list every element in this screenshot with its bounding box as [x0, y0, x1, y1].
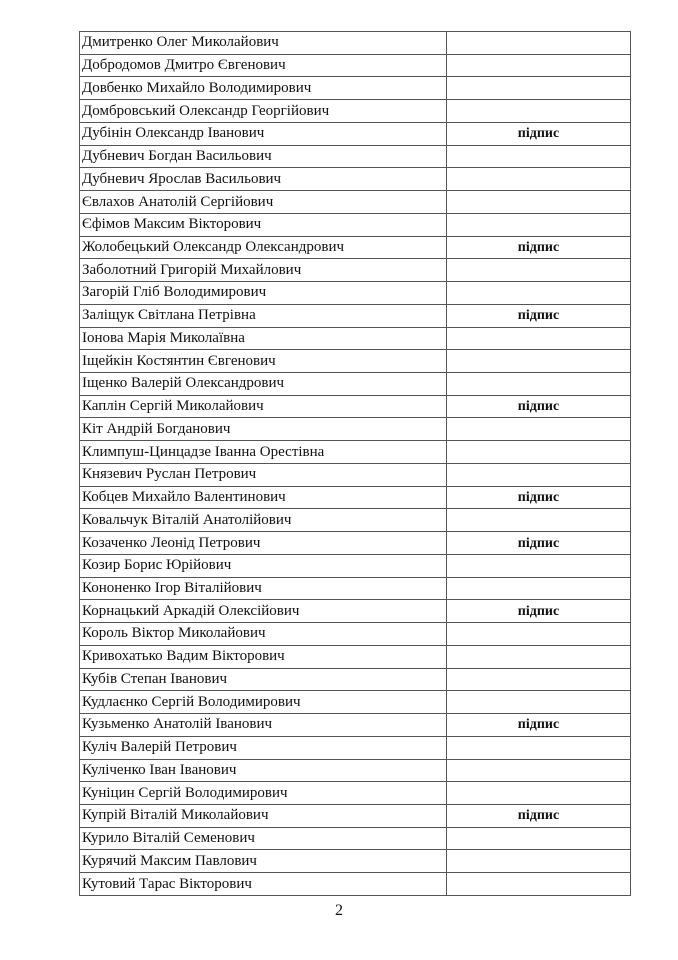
table-row	[80, 191, 631, 214]
deputy-name-cell: Іщенко Валерій Олександрович	[80, 373, 447, 396]
signature-cell	[447, 77, 631, 100]
deputy-name-cell: Каплін Сергій Миколайович	[80, 395, 447, 418]
table-row	[80, 645, 631, 668]
deputy-name-cell: Курило Віталій Семенович	[80, 827, 447, 850]
table-row	[80, 850, 631, 873]
signature-cell	[447, 145, 631, 168]
deputy-name-cell: Загорій Гліб Володимирович	[80, 282, 447, 305]
deputy-name-cell: Домбровський Олександр Георгійович	[80, 100, 447, 123]
deputy-name-cell: Кудлаєнко Сергій Володимирович	[80, 691, 447, 714]
signature-cell	[447, 463, 631, 486]
table-row	[80, 236, 631, 259]
table-row	[80, 759, 631, 782]
deputy-name-cell: Кузьменко Анатолій Іванович	[80, 714, 447, 737]
signature-cell	[447, 827, 631, 850]
signature-cell	[447, 418, 631, 441]
signature-cell	[447, 191, 631, 214]
signature-cell	[447, 259, 631, 282]
table-row	[80, 873, 631, 896]
signature-cell: підпис	[447, 600, 631, 623]
deputy-name-cell: Купрій Віталій Миколайович	[80, 804, 447, 827]
signature-cell	[447, 691, 631, 714]
deputy-name-cell: Дубінін Олександр Іванович	[80, 122, 447, 145]
deputy-name-cell: Довбенко Михайло Володимирович	[80, 77, 447, 100]
signature-cell: підпис	[447, 122, 631, 145]
table-row	[80, 736, 631, 759]
table-row	[80, 782, 631, 805]
deputy-name-cell: Козир Борис Юрійович	[80, 554, 447, 577]
table-row	[80, 668, 631, 691]
signature-cell: підпис	[447, 236, 631, 259]
signature-cell	[447, 373, 631, 396]
table-row	[80, 804, 631, 827]
table-row	[80, 327, 631, 350]
signature-cell	[447, 850, 631, 873]
table-row	[80, 714, 631, 737]
table-row	[80, 350, 631, 373]
deputy-name-cell: Кіт Андрій Богданович	[80, 418, 447, 441]
deputy-name-cell: Кубів Степан Іванович	[80, 668, 447, 691]
signature-cell: підпис	[447, 395, 631, 418]
signature-cell	[447, 645, 631, 668]
deputy-name-cell: Кривохатько Вадим Вікторович	[80, 645, 447, 668]
signature-cell	[447, 168, 631, 191]
deputy-name-cell: Кононенко Ігор Віталійович	[80, 577, 447, 600]
table-row	[80, 463, 631, 486]
page-number: 2	[335, 902, 343, 919]
table-row	[80, 282, 631, 305]
signature-cell	[447, 668, 631, 691]
deputy-name-cell: Ковальчук Віталій Анатолійович	[80, 509, 447, 532]
deputy-name-cell: Кутовий Тарас Вікторович	[80, 873, 447, 896]
signature-cell: підпис	[447, 304, 631, 327]
table-row	[80, 32, 631, 55]
signature-cell	[447, 32, 631, 55]
deputy-name-cell: Іонова Марія Миколаївна	[80, 327, 447, 350]
table-row	[80, 77, 631, 100]
signature-cell	[447, 509, 631, 532]
signature-cell	[447, 213, 631, 236]
signature-cell	[447, 736, 631, 759]
signature-cell	[447, 441, 631, 464]
signature-cell	[447, 554, 631, 577]
table-row	[80, 441, 631, 464]
deputy-name-cell: Дубневич Ярослав Васильович	[80, 168, 447, 191]
table-row	[80, 145, 631, 168]
deputy-name-cell: Козаченко Леонід Петрович	[80, 532, 447, 555]
deputy-name-cell: Климпуш-Цинцадзе Іванна Орестівна	[80, 441, 447, 464]
table-row	[80, 827, 631, 850]
table-row	[80, 600, 631, 623]
signature-cell	[447, 54, 631, 77]
signature-cell: підпис	[447, 714, 631, 737]
table-row	[80, 168, 631, 191]
signature-cell: підпис	[447, 804, 631, 827]
deputy-name-cell: Кобцев Михайло Валентинович	[80, 486, 447, 509]
table-row	[80, 691, 631, 714]
signature-cell	[447, 623, 631, 646]
deputy-name-cell: Заліщук Світлана Петрівна	[80, 304, 447, 327]
table-row	[80, 509, 631, 532]
table-row	[80, 213, 631, 236]
table-row	[80, 122, 631, 145]
signature-cell: підпис	[447, 532, 631, 555]
table-row	[80, 418, 631, 441]
signature-cell	[447, 759, 631, 782]
deputy-name-cell: Добродомов Дмитро Євгенович	[80, 54, 447, 77]
signature-cell	[447, 350, 631, 373]
deputy-name-cell: Жолобецький Олександр Олександрович	[80, 236, 447, 259]
table-body	[80, 32, 631, 896]
deputy-name-cell: Дмитренко Олег Миколайович	[80, 32, 447, 55]
table-row	[80, 259, 631, 282]
signature-cell	[447, 577, 631, 600]
table-row	[80, 54, 631, 77]
deputy-name-cell: Куніцин Сергій Володимирович	[80, 782, 447, 805]
table-row	[80, 577, 631, 600]
deputy-name-cell: Заболотний Григорій Михайлович	[80, 259, 447, 282]
deputy-name-cell: Курячий Максим Павлович	[80, 850, 447, 873]
table-row	[80, 395, 631, 418]
table-row	[80, 304, 631, 327]
signature-cell	[447, 327, 631, 350]
table-row	[80, 623, 631, 646]
deputy-name-cell: Дубневич Богдан Васильович	[80, 145, 447, 168]
deputy-name-cell: Король Віктор Миколайович	[80, 623, 447, 646]
table-row	[80, 100, 631, 123]
deputy-name-cell: Єфімов Максим Вікторович	[80, 213, 447, 236]
deputy-name-cell: Князевич Руслан Петрович	[80, 463, 447, 486]
table-row	[80, 373, 631, 396]
deputy-name-cell: Куліченко Іван Іванович	[80, 759, 447, 782]
signature-cell	[447, 782, 631, 805]
table-row	[80, 486, 631, 509]
table-row	[80, 532, 631, 555]
signature-table	[79, 31, 631, 896]
signature-cell	[447, 100, 631, 123]
table-row	[80, 554, 631, 577]
deputy-name-cell: Іщейкін Костянтин Євгенович	[80, 350, 447, 373]
deputy-name-cell: Куліч Валерій Петрович	[80, 736, 447, 759]
signature-cell	[447, 873, 631, 896]
deputy-name-cell: Корнацький Аркадій Олексійович	[80, 600, 447, 623]
deputy-name-cell: Євлахов Анатолій Сергійович	[80, 191, 447, 214]
signature-cell: підпис	[447, 486, 631, 509]
signature-cell	[447, 282, 631, 305]
